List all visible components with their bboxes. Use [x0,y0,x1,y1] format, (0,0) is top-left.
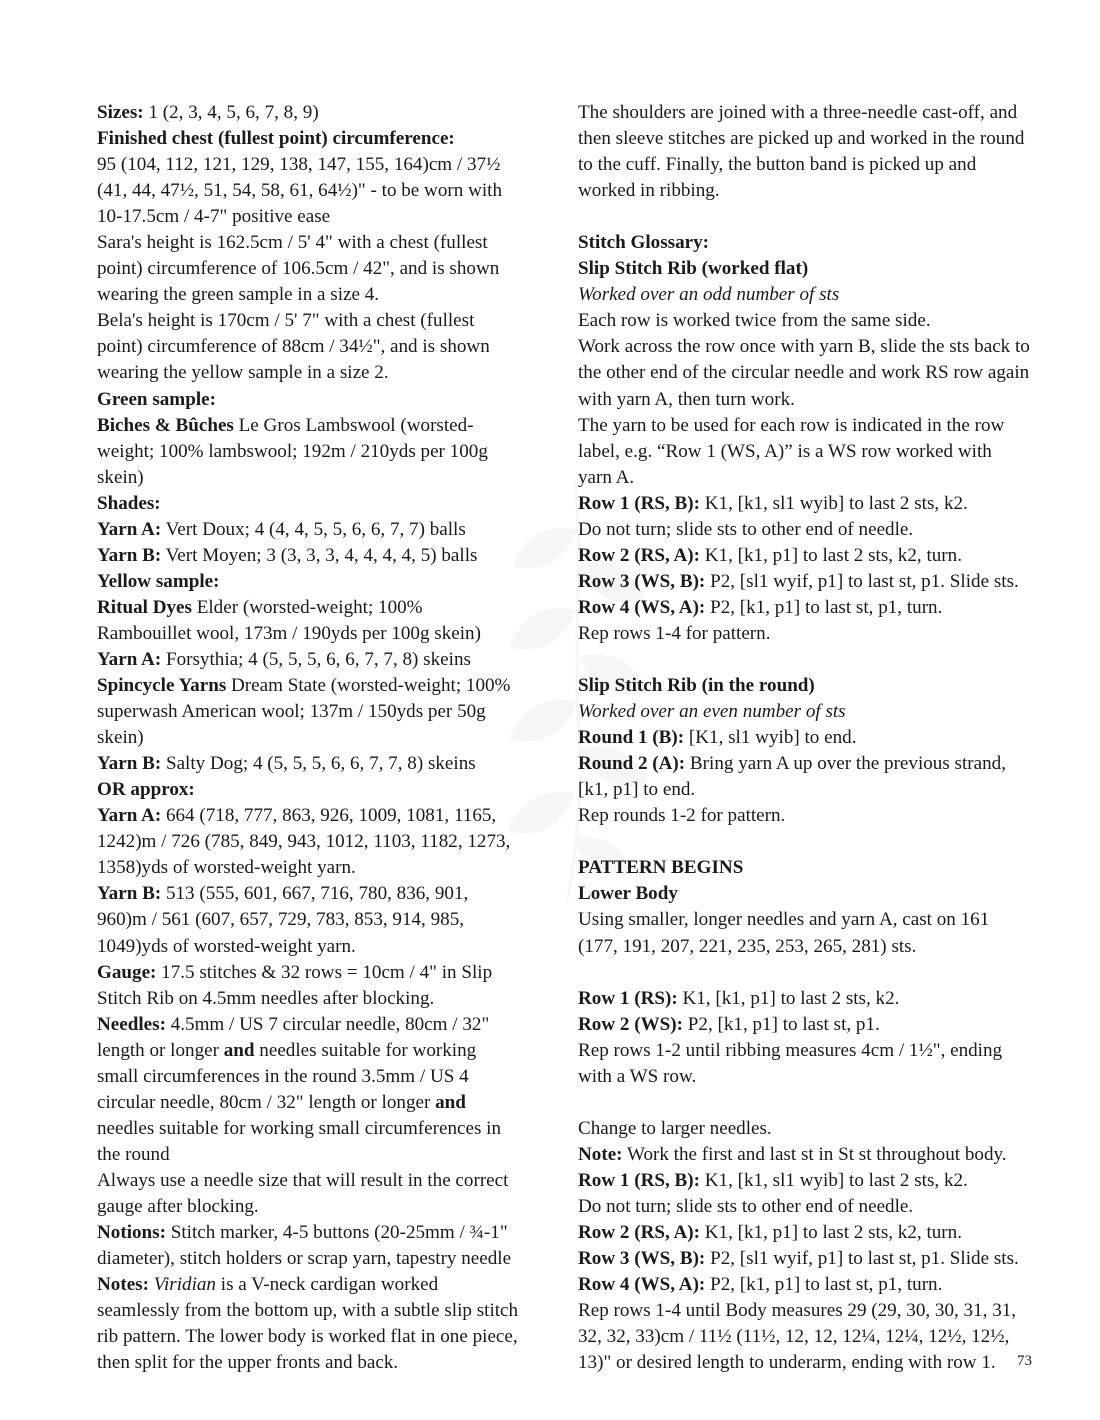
notions-line: Notions: Stitch marker, 4-5 buttons (20-25mm / ¾-1" diameter), stitch holders or scrap yarn, tapestry needle [97,1222,512,1270]
or-approx-heading: OR approx: [97,779,195,801]
body-row-1-note: Do not turn; slide sts to other end of needle. [578,1195,914,1217]
green-yarn-a: Yarn A: Vert Doux; 4 (4, 4, 5, 5, 6, 6, 7, 7) balls [97,518,466,540]
needles-label: Needles: [97,1013,166,1035]
body-row-2: Row 2 (RS, A): K1, [k1, p1] to last 2 sts, k2, turn. [578,1222,962,1244]
slip-stitch-rib-flat-subheading: Worked over an odd number of sts [578,284,840,306]
green-yarn-b: Yarn B: Vert Moyen; 3 (3, 3, 3, 4, 4, 4, 4, 5) balls [97,544,478,566]
flat-row-2: Row 2 (RS, A): K1, [k1, p1] to last 2 sts, k2, turn. [578,544,962,566]
biches-buches-label: Biches & Bûches [97,414,234,436]
flat-row-4: Row 4 (WS, A): P2, [k1, p1] to last st, p1, turn. [578,596,943,618]
flat-body-3: The yarn to be used for each row is indicated in the row label, e.g. “Row 1 (WS, A)” is a WS row worked with yarn A. [578,414,1005,488]
green-sample-heading: Green sample: [97,388,216,410]
slip-stitch-rib-flat-heading: Slip Stitch Rib (worked flat) [578,258,809,280]
body-row-4: Row 4 (WS, A): P2, [k1, p1] to last st, p1, turn. [578,1274,943,1296]
sara-measurements: Sara's height is 162.5cm / 5' 4" with a chest (fullest point) circumference of 106.5cm / 42", and is shown wearing the green sample in a size 4. [97,232,500,306]
flat-row-1-note: Do not turn; slide sts to other end of needle. [578,518,914,540]
ribbing-rep-line: Rep rows 1-2 until ribbing measures 4cm / 1½", ending with a WS row. [578,1039,1003,1087]
paragraph-gap-2 [578,647,1030,673]
paragraph-gap-3 [578,829,1030,855]
flat-row-3: Row 3 (WS, B): P2, [sl1 wyif, p1] to last st, p1. Slide sts. [578,570,1019,592]
needles-line: Needles: 4.5mm / US 7 circular needle, 80cm / 32" length or longer and needles suitable for working small circumferences in the round 3.5mm / US 4 circular needle, 80cm / 32" length or longer and needles suitable for working small circumferences in the round [97,1013,502,1165]
green-yarn-brand: Biches & Bûches Le Gros Lambswool (worsted-weight; 100% lambswool; 192m / 210yds per 100g skein) [97,414,488,488]
approx-yarn-a: Yarn A: 664 (718, 777, 863, 926, 1009, 1081, 1165, 1242)m / 726 (785, 849, 943, 1012, 1103, 1182, 1273, 1358)yds of worsted-weight yarn. [97,805,511,879]
flat-body-1: Each row is worked twice from the same side. [578,310,931,332]
flat-body-2: Work across the row once with yarn B, slide the sts back to the other end of the circular needle and work RS row again with yarn A, then turn work. [578,336,1030,410]
notions-label: Notions: [97,1222,166,1244]
approx-yarn-b: Yarn B: 513 (555, 601, 667, 716, 780, 836, 901, 960)m / 561 (607, 657, 729, 783, 853, 914, 985, 1049)yds of worsted-weight yarn. [97,883,469,957]
spincycle-brand: Spincycle Yarns Dream State (worsted-weight; 100% superwash American wool; 137m / 150yds per 50g skein) [97,675,511,749]
ribbing-row-2: Row 2 (WS): P2, [k1, p1] to last st, p1. [578,1013,880,1035]
notes-label: Notes: [97,1274,149,1296]
cast-on-instruction: Using smaller, longer needles and yarn A, cast on 161 (177, 191, 207, 221, 235, 253, 265, 281) sts. [578,909,990,957]
slip-stitch-rib-round-subheading: Worked over an even number of sts [578,701,846,723]
ribbing-row-1: Row 1 (RS): K1, [k1, p1] to last 2 sts, k2. [578,987,900,1009]
finished-chest-measurements: 95 (104, 112, 121, 129, 138, 147, 155, 164)cm / 37½ (41, 44, 47½, 51, 54, 58, 61, 64½)" - to be worn with 10-17.5cm / 4-7" positive ease [97,154,503,228]
body-rep-line: Rep rows 1-4 until Body measures 29 (29, 30, 30, 31, 31, 32, 32, 33)cm / 11½ (11½, 12, 12, 12¼, 12¼, 12½, 12½, 13)" or desired length to underarm, ending with row 1. [578,1300,1017,1374]
pattern-name-italic: Viridian [153,1274,216,1296]
flat-rep-line: Rep rows 1-4 for pattern. [578,622,771,644]
right-column [578,100,1030,1376]
body-note-label: Note: [578,1143,623,1165]
shades-heading: Shades: [97,492,161,514]
sizes-line [97,100,521,126]
flat-row-1: Row 1 (RS, B): K1, [k1, sl1 wyib] to last 2 sts, k2. [578,492,968,514]
yellow-yarn-a: Yarn A: Forsythia; 4 (5, 5, 5, 6, 6, 7, 7, 8) skeins [97,648,471,670]
pattern-begins-heading: PATTERN BEGINS [578,857,744,879]
paragraph-gap-4 [578,960,1030,986]
left-column [97,100,521,1376]
sizes-value: 1 (2, 3, 4, 5, 6, 7, 8, 9) [143,102,319,123]
paragraph-gap [578,204,1030,230]
paragraph-gap-5 [578,1090,1030,1116]
yellow-yarn-b: Yarn B: Salty Dog; 4 (5, 5, 5, 6, 6, 7, 7, 8) skeins [97,753,476,775]
round-1: Round 1 (B): [K1, sl1 wyib] to end. [578,727,857,749]
round-2: Round 2 (A): Bring yarn A up over the previous strand, [k1, p1] to end. [578,753,1006,801]
needle-gauge-note: Always use a needle size that will result in the correct gauge after blocking. [97,1169,509,1217]
stitch-glossary-heading: Stitch Glossary: [578,232,709,254]
slip-stitch-rib-round-heading: Slip Stitch Rib (in the round) [578,675,815,697]
gauge-line: Gauge: 17.5 stitches & 32 rows = 10cm / 4" in Slip Stitch Rib on 4.5mm needles after blocking. [97,961,493,1009]
ritual-dyes-brand: Ritual Dyes Elder (worsted-weight; 100% Rambouillet wool, 173m / 190yds per 100g skein) [97,596,481,644]
sizes-label: Sizes: [97,102,144,123]
body-note-line: Note: Work the first and last st in St st throughout body. [578,1143,1007,1165]
yellow-sample-heading: Yellow sample: [97,570,220,592]
finished-chest-heading: Finished chest (fullest point) circumference: [97,128,455,150]
page-number: 73 [1017,1353,1032,1369]
change-needles-instruction: Change to larger needles. [578,1117,772,1139]
notes-line: Notes: Viridian is a V-neck cardigan worked seamlessly from the bottom up, with a subtle slip stitch rib pattern. The lower body is worked flat in one piece, then split for the upper fronts and back. [97,1274,519,1374]
lower-body-heading: Lower Body [578,883,678,905]
round-rep-line: Rep rounds 1-2 for pattern. [578,805,786,827]
body-row-1: Row 1 (RS, B): K1, [k1, sl1 wyib] to last 2 sts, k2. [578,1169,968,1191]
construction-intro: The shoulders are joined with a three-needle cast-off, and then sleeve stitches are picked up and worked in the round to the cuff. Finally, the button band is picked up and worked in ribbing. [578,102,1025,202]
body-row-3: Row 3 (WS, B): P2, [sl1 wyif, p1] to last st, p1. Slide sts. [578,1248,1019,1270]
bela-measurements: Bela's height is 170cm / 5' 7" with a chest (fullest point) circumference of 88cm / 34½", and is shown wearing the yellow sample in a size 2. [97,310,490,384]
